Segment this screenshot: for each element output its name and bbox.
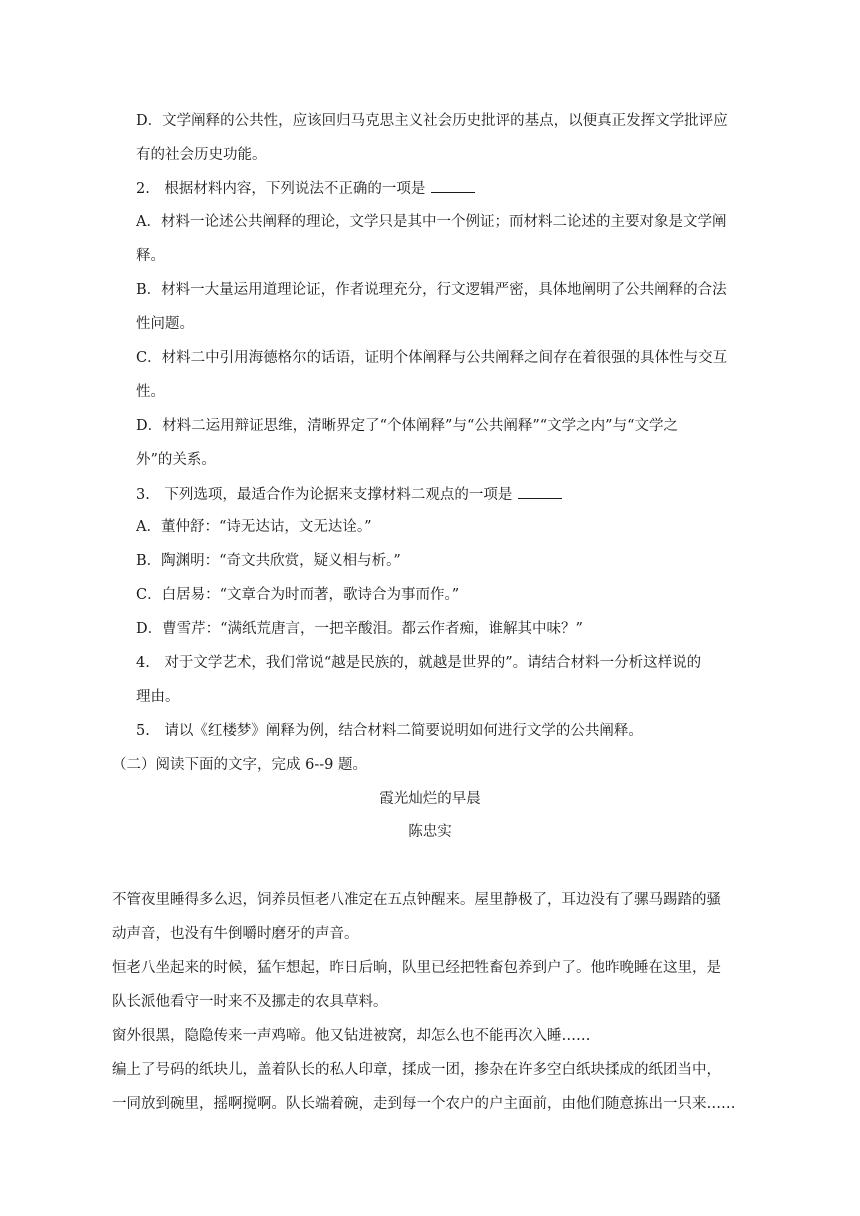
q2-option-c-line2: 性。	[136, 384, 165, 400]
q3-option-a: A．董仲舒：“诗无达诂，文无达诠。”	[136, 519, 372, 535]
q2-stem-text: 2. 根据材料内容，下列说法不正确的一项是	[136, 181, 426, 197]
q4-line2: 理由。	[136, 689, 180, 705]
passage-title: 霞光灿烂的早晨	[379, 791, 481, 807]
q3-stem	[136, 484, 562, 505]
q3-option-b: B．陶渊明：“奇文共欣赏，疑义相与析。”	[136, 553, 401, 569]
passage-p2-line1: 恒老八坐起来的时候，猛乍想起，昨日后晌，队里已经把牲畜包养到户了。他昨晚睡在这里，是	[112, 960, 721, 976]
passage-author: 陈忠实	[408, 824, 452, 840]
q3-option-c: C．白居易：“文章合为时而著，歌诗合为事而作。”	[136, 587, 460, 603]
q1-option-d-line2: 有的社会历史功能。	[136, 147, 267, 163]
passage-p2-line2: 队长派他看守一时来不及挪走的农具草料。	[112, 994, 388, 1010]
q2-option-c-line1: C．材料二中引用海德格尔的话语，证明个体阐释与公共阐释之间存在着很强的具体性与交互	[136, 350, 728, 366]
passage-p1-line2: 动声音，也没有牛倒嚼时磨牙的声音。	[112, 926, 359, 942]
q2-option-d-line2: 外”的关系。	[136, 452, 216, 468]
q2-option-b-line1: B．材料一大量运用道理论证，作者说理充分，行文逻辑严密，具体地阐明了公共阐释的合法	[136, 282, 727, 298]
q2-option-b-line2: 性问题。	[136, 316, 194, 332]
q5-line1: 5. 请以《红楼梦》阐释为例，结合材料二简要说明如何进行文学的公共阐释。	[136, 723, 643, 739]
passage-p3-line1: 窗外很黑，隐隐传来一声鸡啼。他又钻进被窝，却怎么也不能再次入睡……	[112, 1028, 591, 1044]
q3-option-d: D．曹雪芹：“满纸荒唐言，一把辛酸泪。都云作者痴，谁解其中味？”	[136, 621, 583, 637]
section-heading: （二）阅读下面的文字，完成 6--9 题。	[112, 757, 367, 773]
q2-option-d-line1: D．材料二运用辩证思维，清晰界定了“个体阐释”与“公共阐释”“文学之内”与“文学之	[136, 418, 679, 434]
passage-p4-line1: 编上了号码的纸块儿，盖着队长的私人印章，揉成一团，掺杂在许多空白纸块揉成的纸团当中，	[112, 1062, 721, 1078]
passage-p4-line2: 一同放到碗里，摇啊搅啊。队长端着碗，走到每一个农户的户主面前，由他们随意拣出一只来……	[112, 1096, 736, 1112]
q2-option-a-line1: A．材料一论述公共阐释的理论，文学只是其中一个例证；而材料二论述的主要对象是文学阐	[136, 214, 727, 230]
q4-line1: 4. 对于文学艺术，我们常说“越是民族的，就越是世界的”。请结合材料一分析这样说的	[136, 655, 702, 671]
passage-p1-line1: 不管夜里睡得多么迟，饲养员恒老八准定在五点钟醒来。屋里静极了，耳边没有了骡马踢踏的骚	[112, 892, 721, 908]
q2-option-a-line2: 释。	[136, 248, 165, 264]
q1-option-d-line1: D．文学阐释的公共性，应该回归马克思主义社会历史批评的基点，以便真正发挥文学批评应	[136, 113, 728, 129]
answer-blank	[431, 178, 475, 193]
answer-blank	[518, 484, 562, 499]
q3-stem-text: 3. 下列选项，最适合作为论据来支撑材料二观点的一项是	[136, 487, 513, 503]
q2-stem	[136, 178, 475, 199]
